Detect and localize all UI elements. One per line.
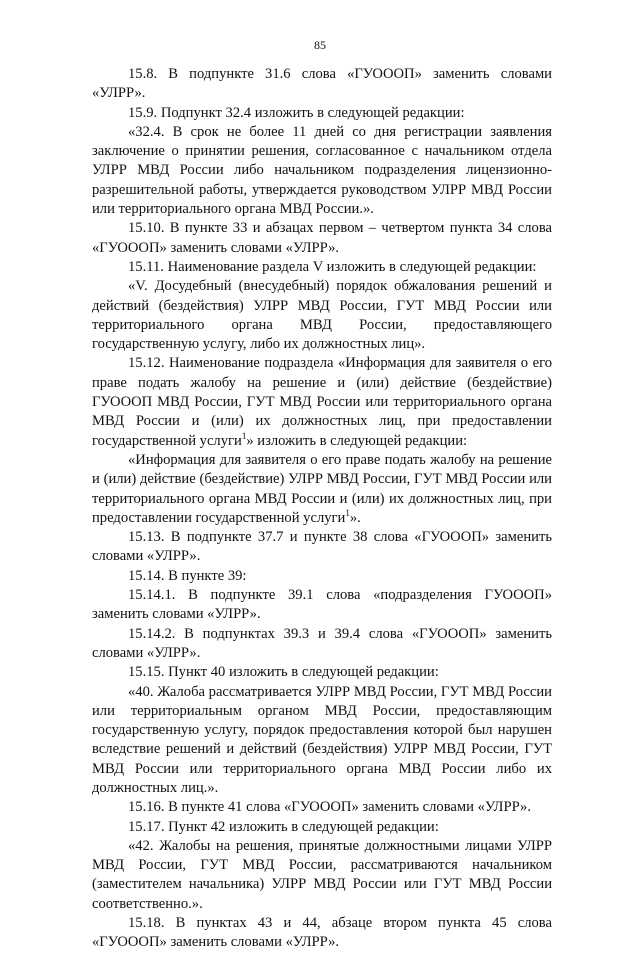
paragraph-15-17: 15.17. Пункт 42 изложить в следующей редакции: (128, 818, 439, 835)
paragraph-42: «42. Жалобы на решения, принятые должностными лицами УЛРР МВД России, ГУТ МВД России, рассматриваются начальником (заместителем начальника) УЛРР МВД России или ГУТ МВД России соответственно.». (92, 837, 552, 912)
page-number: 85 (314, 38, 326, 52)
paragraph-15-12 (92, 354, 552, 450)
paragraph-section-v: «V. Досудебный (внесудебный) порядок обжалования решений и действий (бездействия) УЛРР МВД России, ГУТ МВД России или территориального органа МВД России, предоставляющего государственную услугу, либо их должностных лиц». (92, 278, 552, 353)
paragraph-info-text: «Информация для заявителя о его праве подать жалобу на решение и (или) действие (бездействие) УЛРР МВД России, ГУТ МВД России или территориального органа МВД России и (или) их должностных лиц, при предоставлении государственной услуги (92, 451, 552, 526)
paragraph-15-12-text: 15.12. Наименование подраздела «Информация для заявителя о его праве подать жалобу на решение и (или) действие (бездействие) ГУОООП МВД России, ГУТ МВД России или территориального органа МВД России и (или) их должностных лиц, при предоставлении государственной услуги (92, 355, 552, 449)
paragraph-32-4: «32.4. В срок не более 11 дней со дня регистрации заявления заключение о принятии решения, согласованное с начальником отдела УЛРР МВД России либо начальником подразделения лицензионно-разрешительной работы, утверждается руководством УЛРР МВД России или территориального органа МВД России.». (92, 123, 552, 218)
paragraph-15-9: 15.9. Подпункт 32.4 изложить в следующей редакции: (128, 104, 465, 121)
paragraph-15-14-2: 15.14.2. В подпунктах 39.3 и 39.4 слова «ГУОООП» заменить словами «УЛРР». (92, 625, 552, 661)
paragraph-15-12-tail: » изложить в следующей редакции: (246, 432, 468, 449)
paragraph-40: «40. Жалоба рассматривается УЛРР МВД России, ГУТ МВД России или территориальным органом МВД России, предоставляющим государственную услугу, порядок предоставления которой был нарушен вследствие решений и действий (бездействия) УЛРР МВД России, ГУТ МВД России или территориального органа МВД России либо их должностных лиц.». (92, 683, 552, 796)
footnote-mark: 1 (241, 430, 247, 441)
document-body (92, 65, 552, 953)
paragraph-info-heading (92, 451, 552, 528)
footnote-mark: 1 (345, 507, 350, 518)
paragraph-15-15: 15.15. Пункт 40 изложить в следующей редакции: (128, 664, 439, 681)
paragraph-15-11: 15.11. Наименование раздела V изложить в следующей редакции: (128, 258, 537, 275)
paragraph-info-tail: ». (349, 509, 361, 526)
paragraph-15-13: 15.13. В подпункте 37.7 и пункте 38 слова «ГУОООП» заменить словами «УЛРР». (92, 529, 552, 565)
paragraph-15-16: 15.16. В пункте 41 слова «ГУОООП» заменить словами «УЛРР». (128, 799, 532, 816)
paragraph-15-14-1: 15.14.1. В подпункте 39.1 слова «подразделения ГУОООП» заменить словами «УЛРР». (92, 587, 552, 623)
paragraph-15-10: 15.10. В пункте 33 и абзацах первом – четвертом пункта 34 слова «ГУОООП» заменить словами «УЛРР». (92, 220, 552, 256)
paragraph-15-8: 15.8. В подпункте 31.6 слова «ГУОООП» заменить словами «УЛРР». (92, 66, 552, 102)
paragraph-15-14: 15.14. В пункте 39: (128, 567, 247, 584)
paragraph-15-18: 15.18. В пунктах 43 и 44, абзаце втором пункта 45 слова «ГУОООП» заменить словами «УЛРР». (92, 915, 552, 951)
